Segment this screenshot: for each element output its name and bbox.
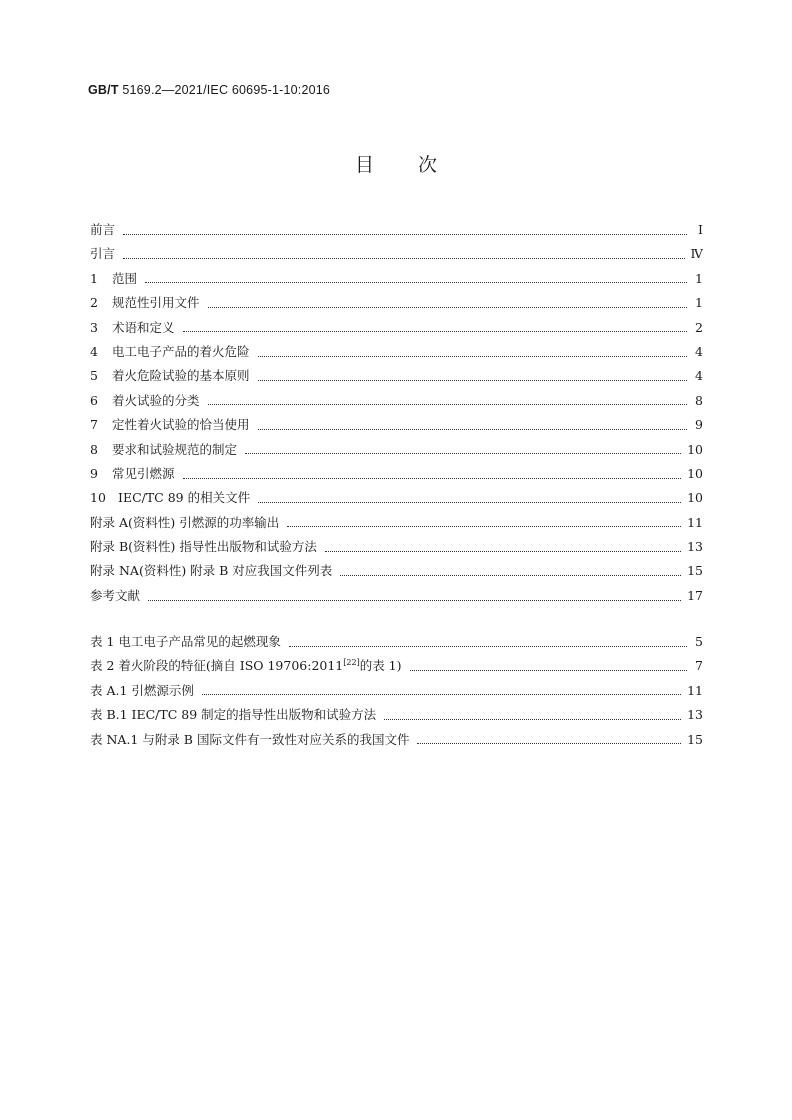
table-list-entry[interactable] — [90, 654, 703, 678]
table-entry-label: 表 2 着火阶段的特征(摘自 ISO 19706:2011 — [90, 658, 344, 674]
dot-leader — [258, 380, 687, 381]
dot-leader — [245, 453, 681, 454]
title-char-2: 次 — [418, 154, 438, 176]
toc-entry-label: 着火试验的分类 — [112, 392, 200, 408]
reference-superscript: [22] — [343, 658, 360, 668]
dot-leader — [258, 429, 687, 430]
table-entry-label-tail: 的表 1) — [359, 658, 402, 674]
toc-entry[interactable] — [90, 511, 703, 535]
page-title — [0, 150, 792, 177]
dot-leader — [208, 404, 687, 405]
toc-entry-label: 规范性引用文件 — [112, 295, 200, 311]
toc-tables-list — [90, 630, 703, 752]
toc-entry[interactable] — [90, 291, 703, 315]
toc-entry-number: 4 — [90, 343, 98, 359]
table-entry-label: 表 NA.1 与附录 B 国际文件有一致性对应关系的我国文件 — [90, 731, 410, 747]
toc-entry[interactable] — [90, 389, 703, 413]
toc-entry-number: 9 — [90, 465, 98, 481]
toc-entry-label: 引言 — [90, 246, 116, 262]
toc-entry-label: 术语和定义 — [112, 319, 175, 335]
toc-list — [90, 218, 703, 608]
dot-leader — [183, 331, 687, 332]
toc-entry-number: 10 — [90, 490, 106, 506]
standard-code: GB/T — [88, 83, 119, 97]
dot-leader — [145, 282, 687, 283]
table-entry-label: 表 B.1 IEC/TC 89 制定的指导性出版物和试验方法 — [90, 707, 377, 723]
toc-entry-page: 17 — [687, 587, 703, 603]
toc-entry-page: 4 — [695, 368, 703, 384]
toc-entry-number: 5 — [90, 368, 98, 384]
dot-leader — [410, 670, 688, 671]
table-entry-page: 15 — [687, 731, 703, 747]
table-entry-page: 13 — [687, 707, 703, 723]
toc-entry-label: 电工电子产品的着火危险 — [112, 343, 250, 359]
toc-entry[interactable] — [90, 413, 703, 437]
toc-entry-label: 着火危险试验的基本原则 — [112, 368, 250, 384]
toc-entry[interactable] — [90, 486, 703, 510]
toc-entry[interactable] — [90, 316, 703, 340]
table-list-entry[interactable] — [90, 703, 703, 727]
toc-entry-page: 10 — [687, 465, 703, 481]
table-entry-label: 表 A.1 引燃源示例 — [90, 682, 194, 698]
toc-entry-number: 1 — [90, 270, 98, 286]
dot-leader — [325, 551, 681, 552]
dot-leader — [148, 600, 681, 601]
dot-leader — [123, 258, 684, 259]
toc-entry-page: 9 — [695, 417, 703, 433]
toc-entry-page: 10 — [687, 441, 703, 457]
standard-number: 5169.2—2021/IEC 60695-1-10:2016 — [118, 83, 331, 97]
toc-entry[interactable] — [90, 218, 703, 242]
toc-entry-page: 10 — [687, 490, 703, 506]
standard-header — [88, 83, 330, 97]
toc-entry-label: 范围 — [112, 270, 138, 286]
toc-entry-page: 8 — [695, 392, 703, 408]
table-list-entry[interactable] — [90, 728, 703, 752]
title-char-1: 目 — [354, 154, 374, 176]
toc-entry-page: Ⅳ — [690, 246, 703, 262]
toc-entry-number: 8 — [90, 441, 98, 457]
toc-entry-number: 3 — [90, 319, 98, 335]
toc-entry-label: 前言 — [90, 222, 116, 237]
table-entry-page: 7 — [695, 658, 703, 674]
toc-entry[interactable] — [90, 438, 703, 462]
toc-entry-page: 1 — [695, 270, 703, 286]
toc-entry[interactable] — [90, 559, 703, 583]
table-list-entry[interactable] — [90, 630, 703, 654]
table-entry-label-wrap — [90, 728, 409, 752]
dot-leader — [258, 356, 687, 357]
dot-leader — [258, 502, 681, 503]
dot-leader — [208, 307, 687, 308]
toc-entry-label: 附录 A(资料性) 引燃源的功率输出 — [90, 514, 280, 530]
toc-entry-label: 定性着火试验的恰当使用 — [112, 417, 250, 433]
toc-entry-label: IEC/TC 89 的相关文件 — [118, 490, 251, 506]
toc-entry-number: 7 — [90, 417, 98, 433]
toc-entry-page: 15 — [687, 563, 703, 579]
toc-entry-page: 2 — [695, 319, 703, 335]
toc-entry-number: 2 — [90, 295, 98, 311]
dot-leader — [202, 694, 681, 695]
toc-entry[interactable] — [90, 462, 703, 486]
toc-entry[interactable] — [90, 535, 703, 559]
table-entry-page: 11 — [687, 682, 703, 698]
table-list-entry[interactable] — [90, 679, 703, 703]
dot-leader — [289, 646, 687, 647]
toc-entry-page: 11 — [687, 514, 703, 530]
table-entry-page: 5 — [695, 634, 703, 649]
dot-leader — [340, 575, 681, 576]
toc-entry-label: 常见引燃源 — [112, 465, 175, 481]
table-entry-label: 表 1 电工电子产品常见的起燃现象 — [90, 634, 281, 649]
table-entry-label-wrap — [90, 630, 281, 654]
toc-entry[interactable] — [90, 242, 703, 266]
toc-entry-page: 1 — [695, 295, 703, 311]
toc-entry-label: 附录 NA(资料性) 附录 B 对应我国文件列表 — [90, 563, 333, 579]
table-entry-label-wrap — [90, 703, 376, 727]
dot-leader — [183, 478, 682, 479]
toc-entry[interactable] — [90, 584, 703, 608]
toc-entry[interactable] — [90, 364, 703, 388]
dot-leader — [287, 526, 681, 527]
toc-entry-page: Ⅰ — [698, 222, 703, 237]
dot-leader — [384, 719, 681, 720]
toc-entry-label: 参考文献 — [90, 587, 141, 603]
toc-entry-page: 13 — [687, 539, 703, 555]
dot-leader — [123, 234, 687, 235]
toc-entry-number: 6 — [90, 392, 98, 408]
table-entry-label-wrap — [90, 679, 194, 703]
toc-entry[interactable] — [90, 267, 703, 291]
toc-entry-page: 4 — [695, 343, 703, 359]
toc-entry[interactable] — [90, 340, 703, 364]
table-entry-label-wrap — [90, 654, 402, 678]
dot-leader — [417, 743, 681, 744]
toc-entry-label: 附录 B(资料性) 指导性出版物和试验方法 — [90, 539, 317, 555]
toc-entry-label: 要求和试验规范的制定 — [112, 441, 238, 457]
